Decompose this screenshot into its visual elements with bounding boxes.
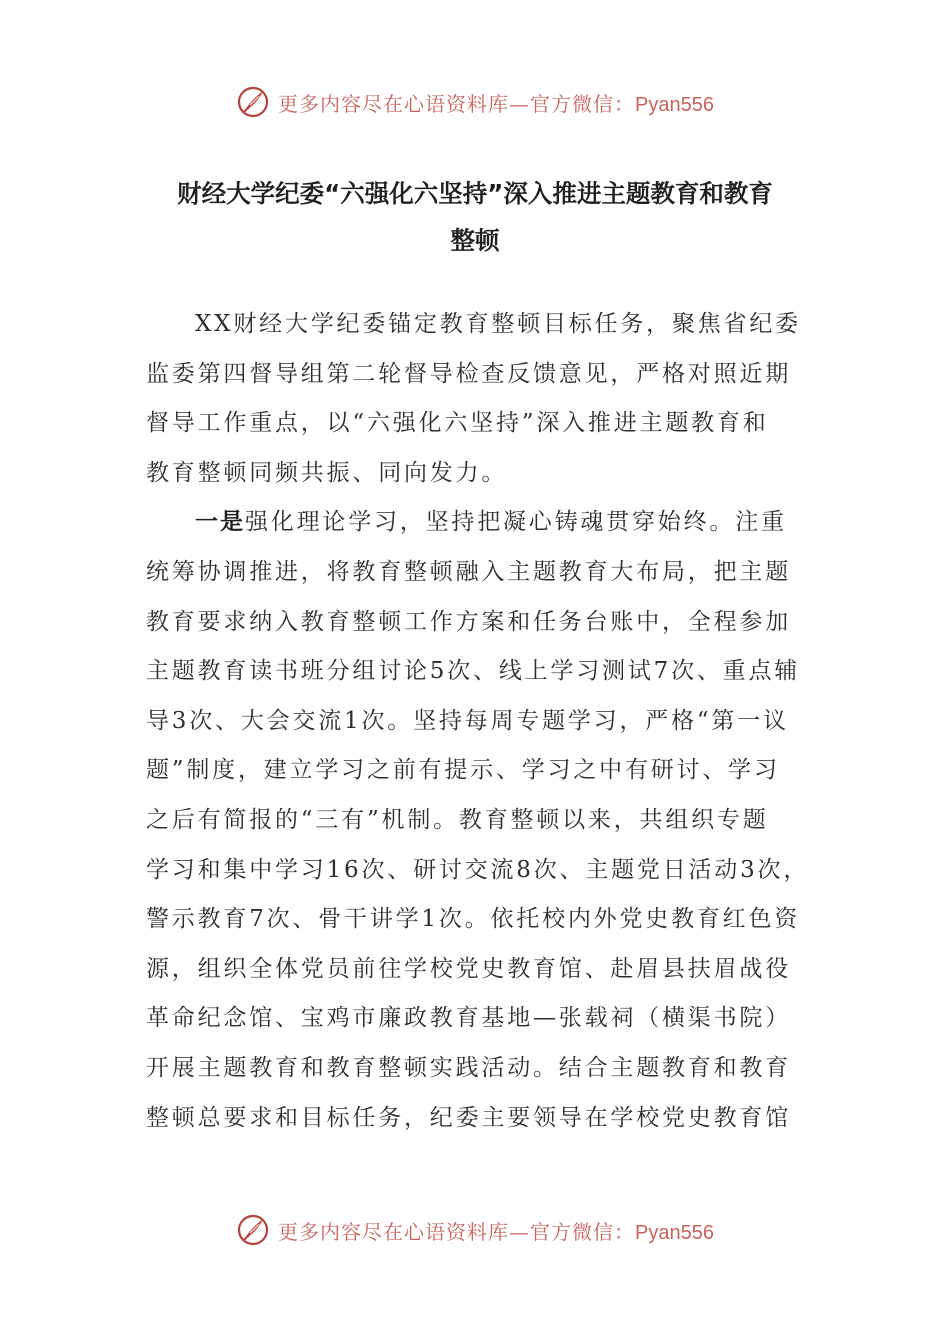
paragraph-1-line: 督导工作重点，以“六强化六坚持”深入推进主题教育和 (146, 410, 769, 437)
paragraph-2-line: 警示教育7次、骨干讲学1次。依托校内外党史教育红色资 (146, 906, 801, 933)
paragraph-2-line: 整顿总要求和目标任务，纪委主要领导在学校党史教育馆 (146, 1104, 791, 1131)
paragraph-2-line: 源，组织全体党员前往学校党史教育馆、赴眉县扶眉战役 (146, 955, 791, 982)
footer-banner (0, 1210, 950, 1250)
paragraph-2-lead: 一是 (195, 509, 245, 536)
paragraph-1-line: 监委第四督导组第二轮督导检查反馈意见，严格对照近期 (146, 360, 791, 387)
title-line-1: 财经大学纪委“六强化六坚持”深入推进主题教育和教育 (177, 179, 773, 208)
footer-banner-text: 更多内容尽在心语资料库—官方微信：Pyan556 (278, 1219, 714, 1244)
header-wechat-id: Pyan556 (635, 93, 714, 116)
header-banner (0, 82, 950, 122)
paragraph-2-line: 主题教育读书班分组讨论5次、线上学习测试7次、重点辅 (146, 658, 801, 685)
header-banner-text: 更多内容尽在心语资料库—官方微信：Pyan556 (278, 91, 714, 116)
paragraph-2-line: 题”制度，建立学习之前有提示、学习之中有研讨、学习 (146, 757, 780, 784)
paragraph-2-line: 之后有简报的“三有”机制。教育整顿以来，共组织专题 (146, 806, 769, 833)
paragraph-2-line: 学习和集中学习16次、研讨交流8次、主题党日活动3次， (146, 856, 810, 883)
quill-logo-icon (236, 1213, 270, 1247)
paragraph-2-line: 革命纪念馆、宝鸡市廉政教育基地—张载祠（横渠书院） (146, 1005, 791, 1032)
paragraph-2-line: 教育要求纳入教育整顿工作方案和任务台账中，全程参加 (146, 608, 791, 635)
document-body (146, 300, 810, 1143)
paragraph-1-line: 教育整顿同频共振、同向发力。 (146, 459, 508, 486)
title-line-2: 整顿 (450, 226, 500, 255)
paragraph-1-line: XX财经大学纪委锚定教育整顿目标任务，聚焦省纪委 (195, 311, 801, 337)
paragraph-2-first-line-text: 强化理论学习，坚持把凝心铸魂贯穿始终。注重 (245, 509, 787, 536)
footer-wechat-id: Pyan556 (635, 1221, 714, 1244)
paragraph-2-line: 统筹协调推进，将教育整顿融入主题教育大布局，把主题 (146, 558, 791, 585)
paragraph-2-line: 导3次、大会交流1次。坚持每周专题学习，严格“第一议 (146, 707, 789, 734)
paragraph-2-line: 开展主题教育和教育整顿实践活动。结合主题教育和教育 (146, 1054, 791, 1081)
paragraph-2-first-line (146, 498, 806, 548)
document-title (140, 170, 810, 264)
quill-logo-icon (236, 85, 270, 119)
